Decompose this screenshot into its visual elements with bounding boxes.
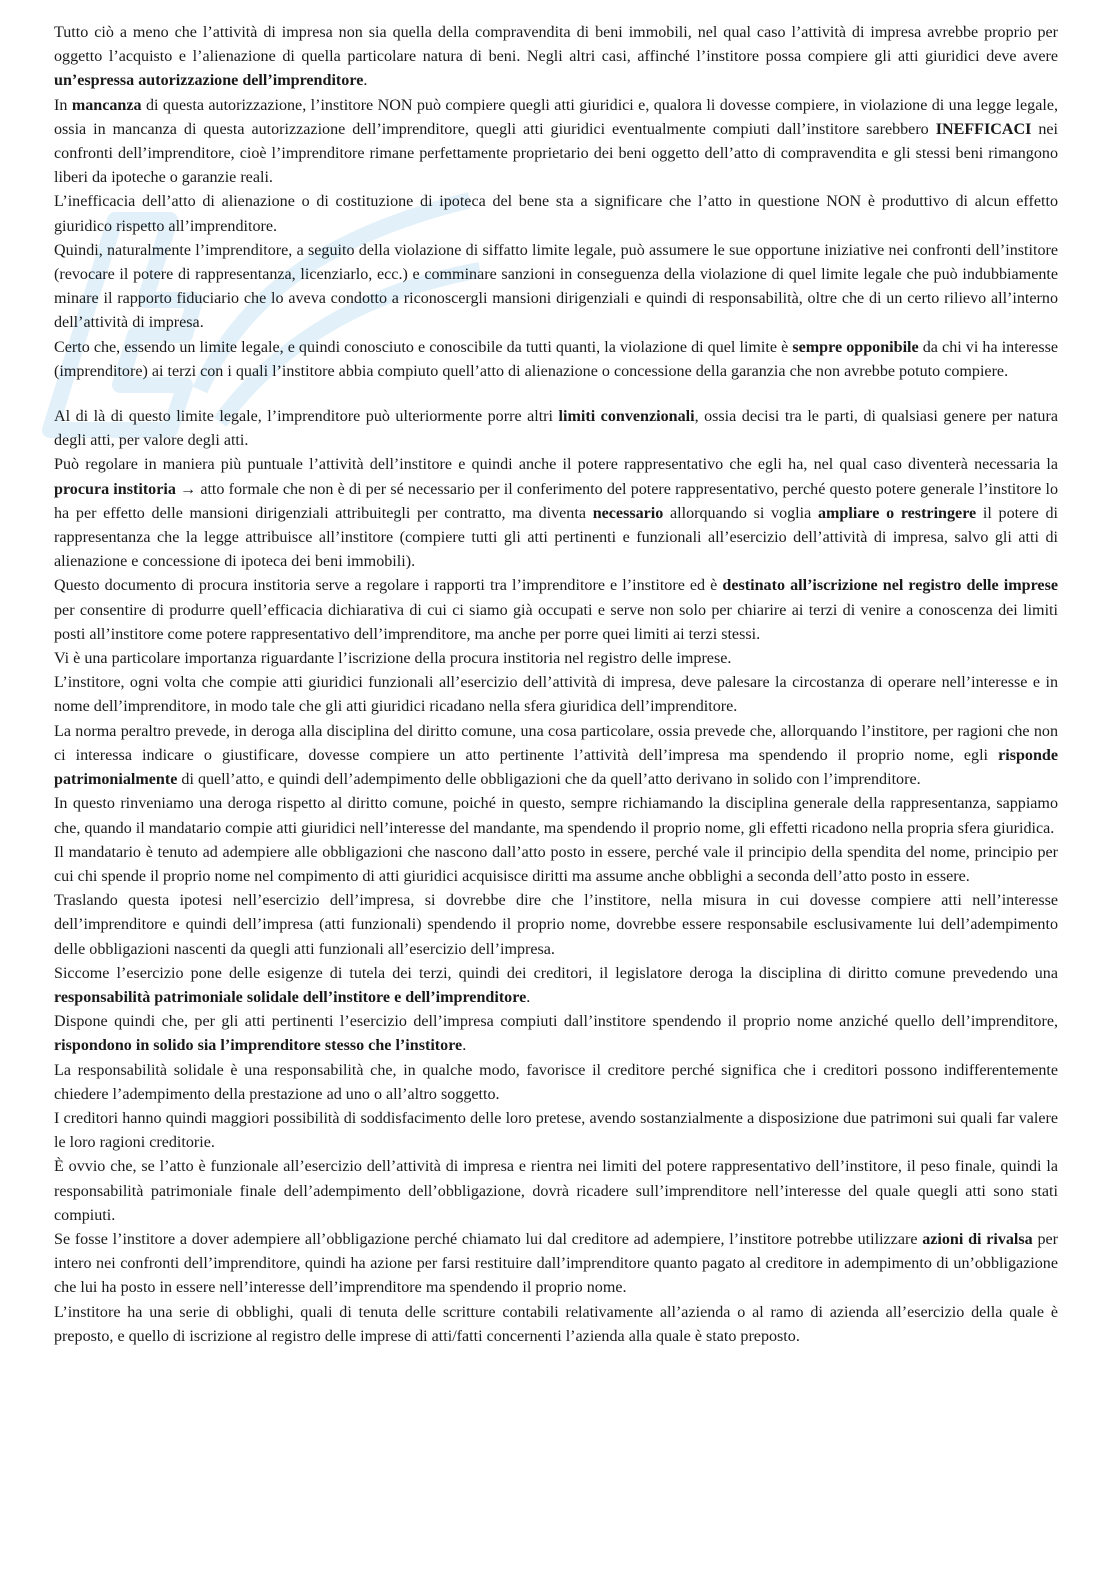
text-run: , ossia decisi tra le parti, di qualsiasi genere per natura degli atti, per valore degli atti. (54, 408, 1058, 450)
text-run: La responsabilità solidale è una responsabilità che, in qualche modo, favorisce il creditore perché significa che i creditori possono indifferentemente chiedere l’adempimento della prestazione ad uno o all’altro soggetto. (54, 1061, 1058, 1103)
text-run: Al di là di questo limite legale, l’imprenditore può ulteriormente porre altri (54, 408, 559, 426)
text-run: Tutto ciò a meno che l’attività di impresa non sia quella della compravendita di beni immobili, nel qual caso l’attività di impresa avrebbe proprio per oggetto l’acquisto e l’alienazione di quella particolare natura di beni. Negli altri casi, affinché l’institore possa compiere gli atti giuridici deve avere (54, 24, 1058, 66)
text-run: L’inefficacia dell’atto di alienazione o di costituzione di ipoteca del bene sta a significare che l’atto in questione NON è produttivo di alcun effetto giuridico rispetto all’imprenditore. (54, 193, 1058, 235)
paragraph (54, 405, 1058, 453)
text-run: L’institore, ogni volta che compie atti giuridici funzionali all’esercizio dell’attività di impresa, deve palesare la circostanza di operare nell’interesse e in nome dell’imprenditore, in modo tale che gli atti giuridici ricadano nella sfera giuridica dell’imprenditore. (54, 674, 1058, 716)
bold-phrase: procura institoria (54, 480, 176, 498)
bold-phrase: un’espressa autorizzazione dell’imprenditore (54, 72, 364, 90)
text-run: Traslando questa ipotesi nell’esercizio dell’impresa, si dovrebbe dire che l’institore, nella misura in cui dovesse compiere atti nell’interesse dell’imprenditore e quindi dell’impresa (atti funzionali) spendendo il proprio nome, dovrebbe essere responsabile esclusivamente lui dell’adempimento delle obbligazioni nascenti da quegli atti funzionali all’esercizio dell’impresa. (54, 892, 1058, 958)
bold-phrase: responsabilità patrimoniale solidale dell’institore e dell’imprenditore (54, 988, 527, 1006)
bold-phrase: destinato all’iscrizione nel registro delle imprese (722, 577, 1058, 595)
text-run: Dispone quindi che, per gli atti pertinenti l’esercizio dell’impresa compiuti dall’institore spendendo il proprio nome anziché quello dell’imprenditore, (54, 1013, 1058, 1031)
text-run: È ovvio che, se l’atto è funzionale all’esercizio dell’attività di impresa e rientra nei limiti del potere rappresentativo dell’institore, il peso finale, quindi la responsabilità patrimoniale finale dell’adempimento dell’obbligazione, dovrà ricadere sull’imprenditore nell’interesse del quale quegli atti sono stati compiuti. (54, 1158, 1058, 1224)
text-run: In (54, 96, 72, 114)
paragraph (54, 94, 1058, 191)
text-run: da chi vi ha interesse (imprenditore) ai terzi con i quali l’institore abbia compiuto quell’atto di alienazione o concessione della garanzia che non avrebbe potuto compiere. (54, 338, 1058, 380)
paragraph (54, 1155, 1058, 1228)
bold-phrase: sempre opponibile (792, 338, 919, 356)
paragraph (54, 889, 1058, 962)
paragraph (54, 841, 1058, 889)
text-run: In questo rinveniamo una deroga rispetto al diritto comune, poiché in questo, sempre richiamando la disciplina generale della rappresentanza, sappiamo che, quando il mandatario compie atti giuridici nell’interesse del mandante, ma spendendo il proprio nome, gli effetti ricadono nella propria sfera giuridica. (54, 795, 1058, 837)
text-run: → atto formale che non è di per sé necessario per il conferimento del potere rappresentativo, perché questo potere generale l’institore lo ha per effetto delle mansioni dirigenziali attribuitegli per contratto, ma diventa (54, 480, 1058, 522)
text-run: nei confronti dell’imprenditore, cioè l’imprenditore rimane perfettamente proprietario dei beni oggetto dell’atto di compravendita e gli stessi beni rimangono liberi da ipoteche o garanzie reali. (54, 120, 1059, 187)
bold-phrase: necessario (592, 504, 664, 522)
text-run: . (462, 1037, 467, 1055)
text-run: Può regolare in maniera più puntuale l’attività dell’institore e quindi anche il potere rappresentativo che egli ha, nel qual caso diventerà necessaria la (54, 456, 1058, 474)
text-run: Vi è una particolare importanza riguardante l’iscrizione della procura institoria nel registro delle imprese. (54, 650, 732, 668)
paragraph (54, 671, 1058, 719)
bold-phrase: ampliare o restringere (817, 504, 977, 522)
paragraph (54, 239, 1058, 336)
bold-phrase: mancanza (71, 96, 142, 114)
text-run: di quell’atto, e quindi dell’adempimento delle obbligazioni che da quell’atto derivano in solido con l’imprenditore. (177, 771, 921, 789)
paragraph (54, 453, 1058, 574)
bold-phrase: INEFFICACI (935, 120, 1032, 138)
bold-phrase: risponde patrimonialmente (54, 746, 1058, 789)
text-run: Certo che, essendo un limite legale, e quindi conosciuto e conoscibile da tutti quanti, la violazione di quel limite è (54, 338, 793, 356)
paragraph (54, 190, 1058, 238)
text-run: Siccome l’esercizio pone delle esigenze di tutela dei terzi, quindi dei creditori, il legislatore deroga la disciplina di diritto comune prevedendo una (54, 964, 1058, 982)
document-body (54, 21, 1058, 1349)
text-run: il potere di rappresentanza che la legge attribuisce all’institore (compiere tutti gli atti pertinenti e funzionali all’esercizio dell’attività di impresa, salvo gli atti di alienazione e concessione di ipoteca dei beni immobili). (54, 504, 1058, 571)
text-run: L’institore ha una serie di obblighi, quali di tenuta delle scritture contabili relativamente all’azienda o al ramo di azienda all’esercizio della quale è preposto, e quello di iscrizione al registro delle imprese di atti/fatti concernenti l’azienda alla quale è stato preposto. (54, 1303, 1058, 1345)
text-run: . (363, 72, 368, 90)
paragraph (54, 1059, 1058, 1107)
text-run: per consentire di produrre quell’efficacia dichiarativa di cui ci siamo già occupati e serve non solo per chiarire ai terzi di venire a conoscenza dei limiti posti all’institore come potere rappresentativo dell’imprenditore, ma anche per porre quei limiti ai terzi stessi. (54, 601, 1058, 643)
text-run: allorquando si voglia (663, 504, 818, 522)
paragraph (54, 962, 1058, 1010)
text-run: di questa autorizzazione, l’institore NON può compiere quegli atti giuridici e, qualora li dovesse compiere, in violazione di una legge legale, ossia in mancanza di questa autorizzazione dell’imprenditore, quegli atti giuridici eventualmente compiuti dall’institore sarebbero (54, 96, 1058, 138)
paragraph (54, 792, 1058, 840)
paragraph (54, 21, 1058, 94)
bold-phrase: limiti convenzionali (558, 408, 695, 426)
text-run: Questo documento di procura institoria serve a regolare i rapporti tra l’imprenditore e l’institore ed è (54, 577, 723, 595)
paragraph (54, 1107, 1058, 1155)
text-run: Se fosse l’institore a dover adempiere all’obbligazione perché chiamato lui dal creditore ad adempiere, l’institore potrebbe utilizzare (54, 1230, 923, 1248)
bold-phrase: azioni di rivalsa (922, 1230, 1033, 1248)
bold-phrase: rispondono in solido sia l’imprenditore stesso che l’institore (54, 1037, 463, 1055)
paragraph (54, 336, 1058, 384)
text-run: per intero nei confronti dell’imprenditore, quindi ha azione per farsi restituire dall’imprenditore quanto pagato al creditore in adempimento di un’obbligazione che lui ha posto in essere nell’interesse dell’imprenditore ma spendendo il proprio nome. (54, 1230, 1058, 1297)
text-run: Quindi, naturalmente l’imprenditore, a seguito della violazione di siffatto limite legale, può assumere le sue opportune iniziative nei confronti dell’institore (revocare il potere di rappresentanza, licenziarlo, ecc.) e comminare sanzioni in conseguenza della violazione di quel limite legale che può indubbiamente minare il rapporto fiduciario che lo aveva condotto a riconoscergli mansioni dirigenziali e quindi di responsabilità, oltre che di un certo rilievo all’interno dell’attività di impresa. (54, 241, 1058, 332)
paragraph (54, 720, 1058, 793)
paragraph (54, 1010, 1058, 1058)
paragraph (54, 574, 1058, 647)
text-run: La norma peraltro prevede, in deroga alla disciplina del diritto comune, una cosa particolare, ossia prevede che, allorquando l’institore, per ragioni che non ci interessa indicare o giustificare, dovesse compiere un atto pertinente l’attività dell’impresa ma spendendo il proprio nome, egli (54, 722, 1058, 764)
paragraph (54, 1301, 1058, 1349)
text-run: I creditori hanno quindi maggiori possibilità di soddisfacimento delle loro pretese, avendo sostanzialmente a disposizione due patrimoni sui quali far valere le loro ragioni creditorie. (54, 1109, 1058, 1152)
paragraph (54, 647, 1058, 671)
text-run: Il mandatario è tenuto ad adempiere alle obbligazioni che nascono dall’atto posto in essere, perché vale il principio della spendita del nome, principio per cui chi spende il proprio nome nel compimento di atti giuridici acquisisce diritti ma assume anche obblighi a seconda dell’atto posto in essere. (54, 843, 1058, 885)
text-run: . (526, 988, 531, 1006)
paragraph (54, 1228, 1058, 1301)
